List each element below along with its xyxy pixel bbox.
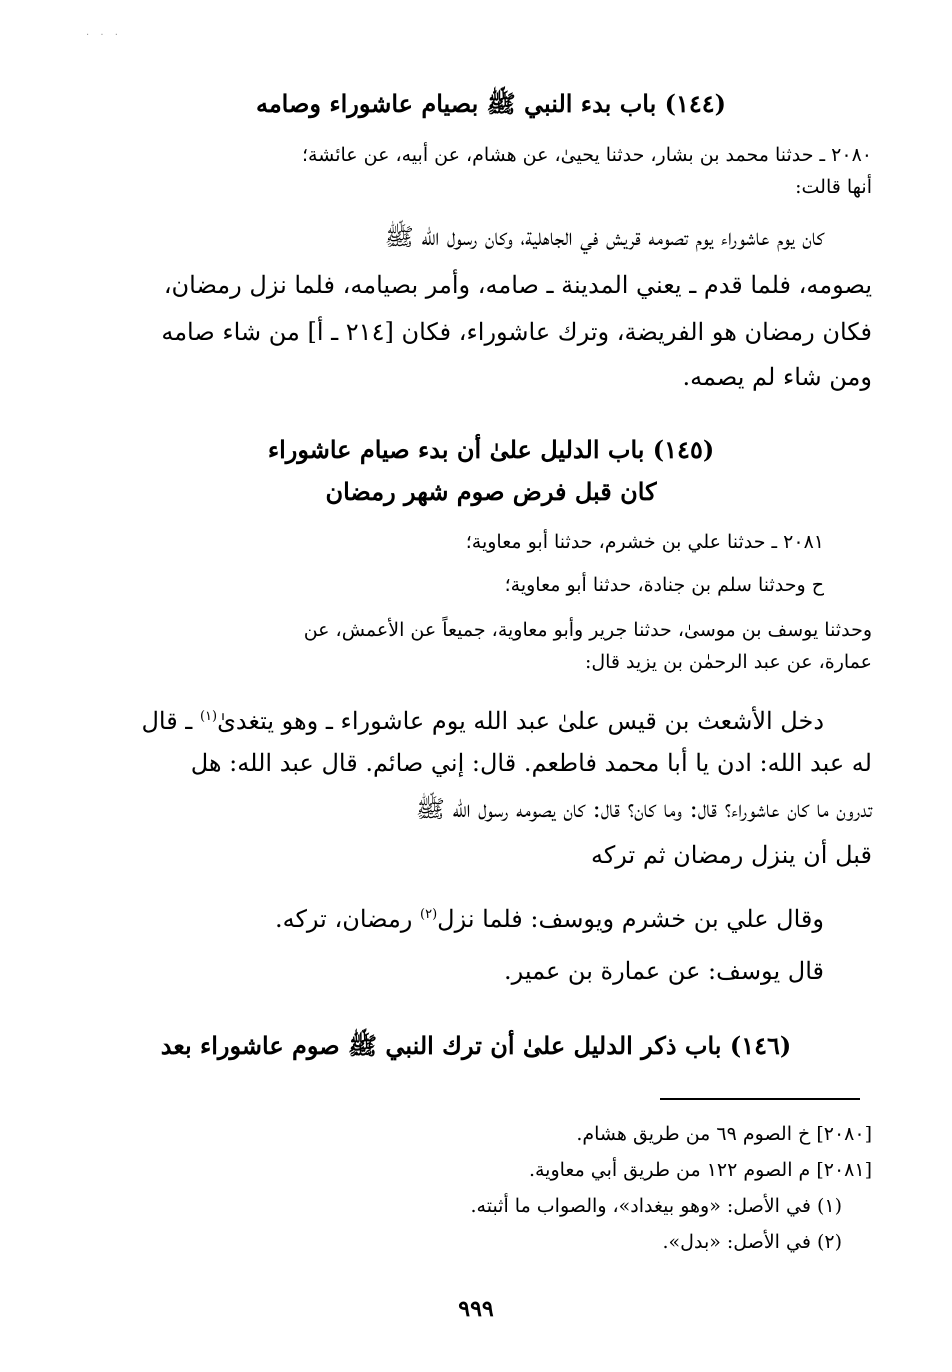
scan-speck: · · ·	[86, 30, 122, 41]
addition-text-a: وقال علي بن خشرم ويوسف: فلما نزل	[437, 905, 824, 933]
hadith-2081-addition-1	[275, 891, 824, 943]
footnote-separator	[660, 1098, 860, 1100]
footnote-note-2: (٢) في الأصل: «بدل».	[662, 1231, 842, 1253]
hadith-2080-isnad-line-1: ٢٠٨٠ ـ حدثنا محمد بن بشار، حدثنا يحيىٰ، عن هشام، عن أبيه، عن عائشة؛	[302, 144, 872, 166]
footnote-note-1: (١) في الأصل: «وهو بيغداد»، والصواب ما أثبته.	[470, 1195, 842, 1217]
footnote-ref-2081: [٢٠٨١] م الصوم ١٢٢ من طريق أبي معاوية.	[528, 1159, 872, 1181]
hadith-2081-matn-line-2: له عبد الله: ادن يا أبا محمد فاطعم. قال: إني صائم. قال عبد الله: هل	[190, 749, 872, 777]
footnote-ref-2080: [٢٠٨٠] خ الصوم ٦٩ من طريق هشام.	[576, 1123, 872, 1145]
hadith-2081-addition-2: قال يوسف: عن عمارة بن عمير.	[503, 957, 824, 985]
hadith-2081-matn-line-3: تدرون ما كان عاشوراء؟ قال: وما كان؟ قال: كان يصومه رسول الله ﷺ	[415, 795, 872, 823]
hadith-2081-matn-line-4: قبل أن ينزل رمضان ثم تركه	[591, 841, 872, 869]
hadith-2080-matn-line-1: كان يوم عاشوراء يوم تصومه قريش في الجاهلية، وكان رسول الله ﷺ	[384, 223, 824, 251]
matn-text-b: ـ قال	[141, 707, 200, 735]
chapter-heading-145-line-1: (١٤٥) باب الدليل علىٰ أن بدء صيام عاشوراء	[267, 435, 715, 464]
hadith-2080-matn-line-3: فكان رمضان هو الفريضة، وترك عاشوراء، فكان [٢١٤ ـ أ] من شاء صامه	[161, 318, 872, 346]
page-number: ٩٩٩	[458, 1296, 494, 1322]
footnote-marker-2: (٢)	[420, 907, 438, 922]
hadith-2081-matn-line-1	[141, 693, 824, 745]
hadith-2080-matn-line-4: ومن شاء لم يصمه.	[682, 363, 872, 391]
footnote-marker-1: (١)	[199, 709, 218, 724]
hadith-2080-matn-line-2: يصومه، فلما قدم ـ يعني المدينة ـ صامه، وأمر بصيامه، فلما نزل رمضان،	[163, 271, 872, 299]
matn-text-a: دخل الأشعث بن قيس علىٰ عبد الله يوم عاشوراء ـ وهو يتغدىٰ	[217, 707, 824, 735]
addition-text-b: رمضان، تركه.	[274, 905, 421, 933]
hadith-2081-isnad-line-2: ح وحدثنا سلم بن جنادة، حدثنا أبو معاوية؛	[504, 574, 824, 596]
chapter-heading-144: (١٤٤) باب بدء النبي ﷺ بصيام عاشوراء وصامه	[255, 89, 727, 118]
chapter-heading-145-line-2: كان قبل فرض صوم شهر رمضان	[325, 477, 657, 506]
chapter-heading-146: (١٤٦) باب ذكر الدليل علىٰ أن ترك النبي ﷺ صوم عاشوراء بعد	[160, 1031, 792, 1060]
hadith-2081-isnad-line-3: وحدثنا يوسف بن موسىٰ، حدثنا جرير وأبو معاوية، جميعاً عن الأعمش، عن	[303, 619, 872, 641]
hadith-2080-isnad-line-2: أنها قالت:	[795, 176, 872, 198]
hadith-2081-isnad-line-1: ٢٠٨١ ـ حدثنا علي بن خشرم، حدثنا أبو معاوية؛	[465, 531, 824, 553]
hadith-2081-isnad-line-4: عمارة، عن عبد الرحمٰن بن يزيد قال:	[584, 651, 872, 673]
